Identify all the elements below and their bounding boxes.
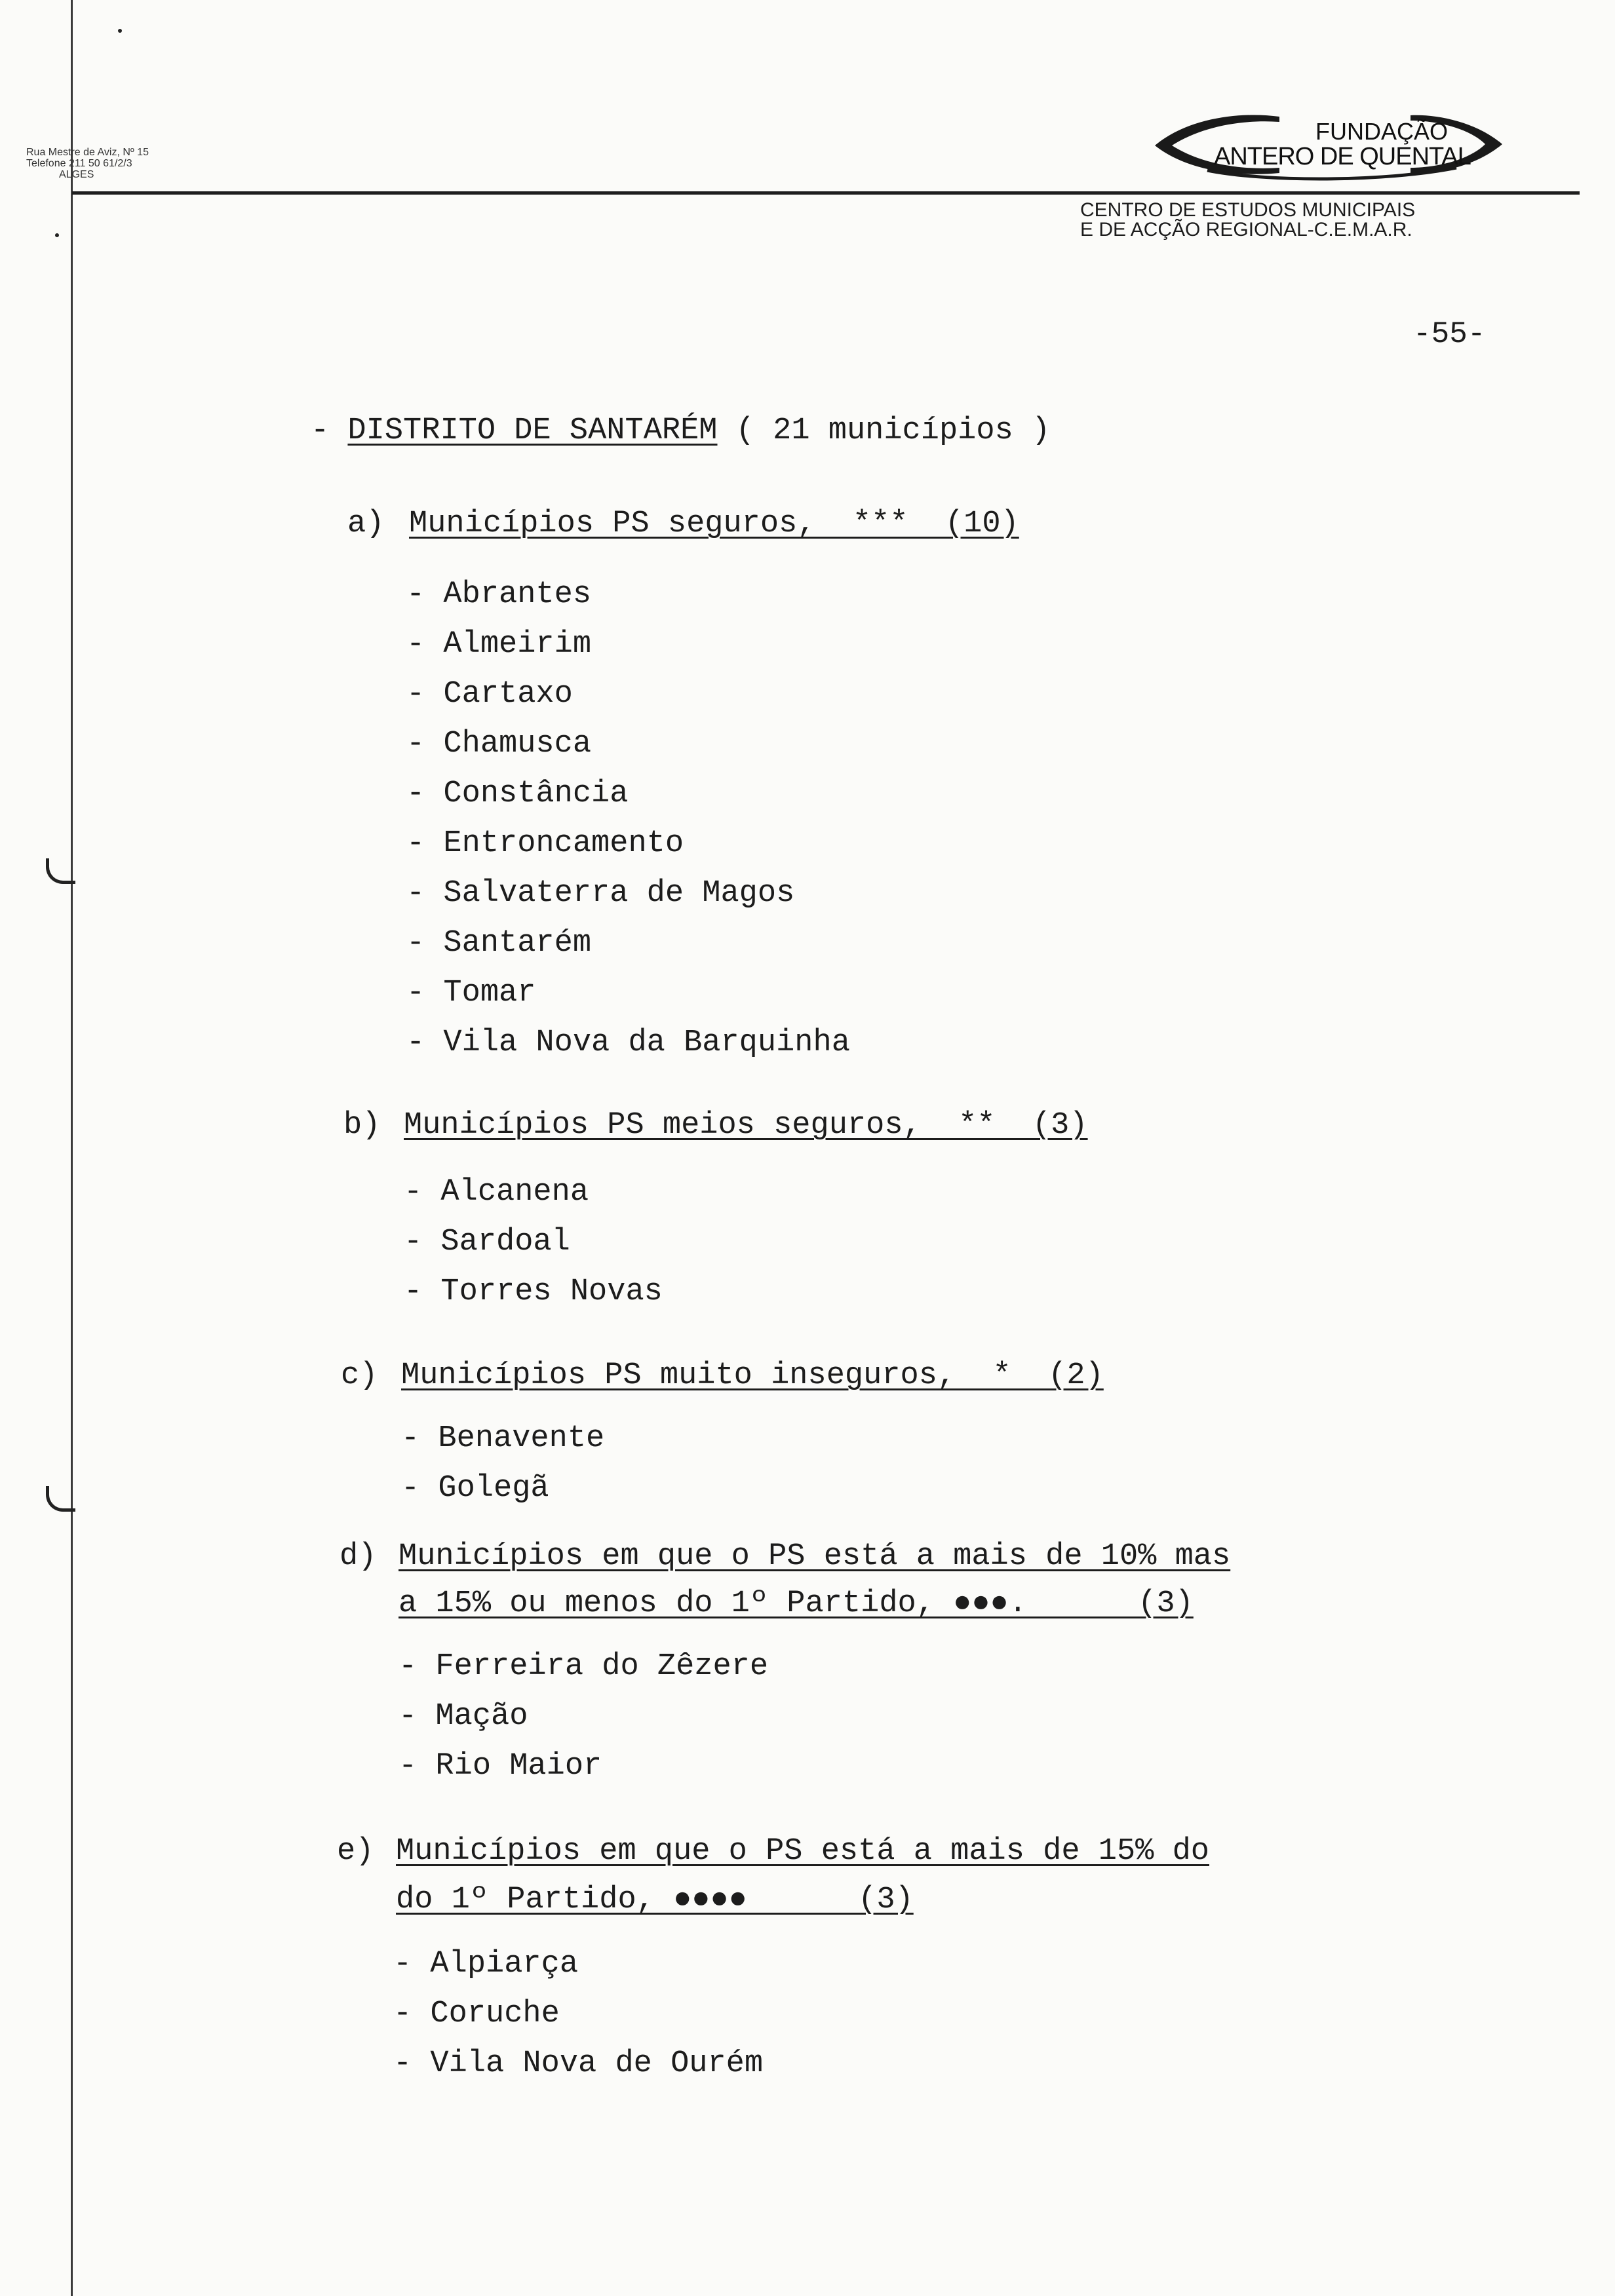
district-title: DISTRITO DE SANTARÉM bbox=[347, 413, 718, 448]
district-count: ( 21 municípios ) bbox=[717, 413, 1051, 448]
list-item: - Vila Nova de Ourém bbox=[393, 2046, 764, 2081]
section-heading: Municípios em que o PS está a mais de 15% do bbox=[396, 1834, 1210, 1869]
section-heading: a 15% ou menos do 1º Partido, ●●●. (3) bbox=[399, 1586, 1194, 1621]
section-heading: do 1º Partido, ●●●● (3) bbox=[396, 1883, 914, 1917]
list-item: - Cartaxo bbox=[406, 677, 573, 712]
address-town: ALGES bbox=[59, 169, 94, 180]
address-phone: Telefone 211 50 61/2/3 bbox=[26, 158, 132, 169]
center-name-line2: E DE ACÇÃO REGIONAL-C.E.M.A.R. bbox=[1080, 219, 1412, 240]
list-item: - Mação bbox=[399, 1699, 528, 1734]
list-item: - Sardoal bbox=[404, 1225, 570, 1259]
list-item: - Torres Novas bbox=[404, 1274, 663, 1309]
list-item: - Constância bbox=[406, 776, 629, 811]
foundation-logo bbox=[1148, 105, 1509, 183]
section-heading: Municípios em que o PS está a mais de 10% mas bbox=[399, 1539, 1231, 1574]
scan-dot bbox=[118, 29, 122, 33]
address-street: Rua Mestre de Aviz, Nº 15 bbox=[26, 147, 149, 158]
list-item: - Santarém bbox=[406, 926, 592, 961]
section-heading: Municípios PS meios seguros, ** (3) bbox=[404, 1108, 1088, 1143]
list-item: - Golegã bbox=[401, 1471, 549, 1506]
research-center-name bbox=[1080, 201, 1415, 240]
margin-line bbox=[71, 0, 73, 2296]
section-heading: Municípios PS muito inseguros, * (2) bbox=[401, 1358, 1104, 1393]
list-item: - Benavente bbox=[401, 1421, 605, 1456]
list-item: - Salvaterra de Magos bbox=[406, 876, 795, 911]
center-name-line1: CENTRO DE ESTUDOS MUNICIPAIS bbox=[1080, 199, 1416, 221]
list-item: - Alpiarça bbox=[393, 1947, 579, 1981]
logo-text-line2: ANTERO DE QUENTAL bbox=[1214, 143, 1471, 170]
list-item: - Rio Maior bbox=[399, 1749, 602, 1784]
list-item: - Entroncamento bbox=[406, 826, 684, 861]
header-divider bbox=[72, 191, 1580, 195]
section-letter: c) bbox=[341, 1358, 378, 1393]
list-item: - Chamusca bbox=[406, 727, 592, 761]
section-letter: a) bbox=[347, 507, 385, 541]
list-item: - Tomar bbox=[406, 976, 536, 1010]
list-item: - Abrantes bbox=[406, 577, 592, 612]
logo-text-line1: FUNDAÇÃO bbox=[1315, 118, 1449, 145]
list-item: - Ferreira do Zêzere bbox=[399, 1649, 769, 1684]
list-item: - Vila Nova da Barquinha bbox=[406, 1025, 850, 1060]
section-letter: d) bbox=[340, 1539, 377, 1574]
list-item: - Almeirim bbox=[406, 627, 592, 662]
section-letter: b) bbox=[343, 1108, 381, 1143]
binder-hole-mark bbox=[46, 1486, 75, 1512]
letterhead-address bbox=[26, 147, 149, 180]
section-heading: Municípios PS seguros, *** (10) bbox=[409, 507, 1019, 541]
list-item: - Alcanena bbox=[404, 1175, 589, 1210]
page-number: -55- bbox=[1413, 317, 1486, 351]
section-letter: e) bbox=[337, 1834, 374, 1869]
list-item: - Coruche bbox=[393, 1997, 560, 2031]
binder-hole-mark bbox=[46, 858, 75, 884]
district-heading bbox=[311, 413, 1050, 450]
district-dash: - bbox=[311, 413, 348, 448]
scan-dot bbox=[55, 233, 59, 237]
